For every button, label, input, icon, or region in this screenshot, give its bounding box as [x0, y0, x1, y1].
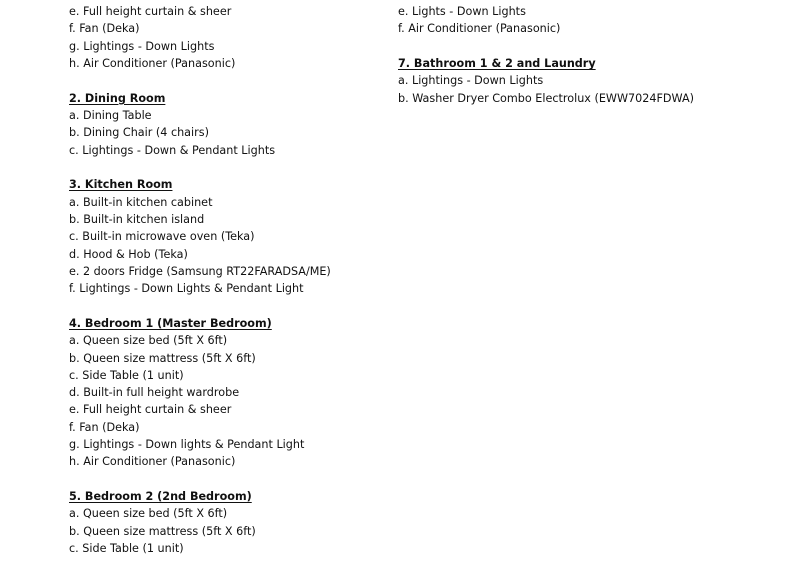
list-item: b. Washer Dryer Combo Electrolux (EWW7024FDWA)	[398, 91, 695, 105]
bedroom-2-section	[69, 488, 389, 557]
list-item: c. Side Table (1 unit)	[69, 542, 184, 556]
list-item: g. Lightings - Down lights & Pendant Light	[69, 438, 305, 452]
list-item: f. Fan (Deka)	[69, 22, 140, 36]
section-heading: 7. Bathroom 1 & 2 and Laundry	[398, 57, 596, 71]
kitchen-room-section	[69, 176, 389, 297]
list-item: h. Air Conditioner (Panasonic)	[69, 455, 236, 469]
dining-room-section	[69, 90, 389, 159]
bedroom-1-section	[69, 315, 389, 471]
bathroom-laundry-section	[398, 55, 788, 107]
list-item: d. Built-in full height wardrobe	[69, 386, 240, 400]
section-heading: 4. Bedroom 1 (Master Bedroom)	[69, 316, 272, 330]
left-column	[69, 3, 389, 575]
list-item: e. Lights - Down Lights	[398, 5, 526, 18]
list-item: c. Side Table (1 unit)	[69, 368, 184, 382]
list-item: a. Lightings - Down Lights	[398, 74, 544, 88]
list-item: a. Built-in kitchen cabinet	[69, 195, 213, 209]
section-heading: 3. Kitchen Room	[69, 178, 173, 192]
list-item: h. Air Conditioner (Panasonic)	[69, 56, 236, 70]
list-item: d. Hood & Hob (Teka)	[69, 247, 188, 261]
list-item: f. Lightings - Down Lights & Pendant Light	[69, 282, 304, 296]
list-item: f. Fan (Deka)	[69, 420, 140, 434]
living-room-tail-section	[69, 3, 389, 72]
list-item: b. Dining Chair (4 chairs)	[69, 126, 209, 140]
list-item: a. Dining Table	[69, 108, 152, 122]
section-heading: 5. Bedroom 2 (2nd Bedroom)	[69, 490, 252, 504]
list-item: c. Lightings - Down & Pendant Lights	[69, 143, 276, 157]
list-item: e. Full height curtain & sheer	[69, 5, 232, 18]
list-item: e. 2 doors Fridge (Samsung RT22FARADSA/ME)	[69, 264, 331, 278]
list-item: b. Queen size mattress (5ft X 6ft)	[69, 524, 256, 538]
list-item: b. Queen size mattress (5ft X 6ft)	[69, 351, 256, 365]
list-item: f. Air Conditioner (Panasonic)	[398, 22, 561, 36]
list-item: c. Built-in microwave oven (Teka)	[69, 230, 255, 244]
section-heading: 2. Dining Room	[69, 91, 166, 105]
list-item: a. Queen size bed (5ft X 6ft)	[69, 507, 228, 521]
list-item: a. Queen size bed (5ft X 6ft)	[69, 334, 228, 348]
list-item: e. Full height curtain & sheer	[69, 403, 232, 417]
list-item: b. Built-in kitchen island	[69, 212, 205, 226]
previous-section-tail	[398, 3, 788, 38]
list-item: g. Lightings - Down Lights	[69, 39, 215, 53]
right-column	[398, 3, 788, 124]
